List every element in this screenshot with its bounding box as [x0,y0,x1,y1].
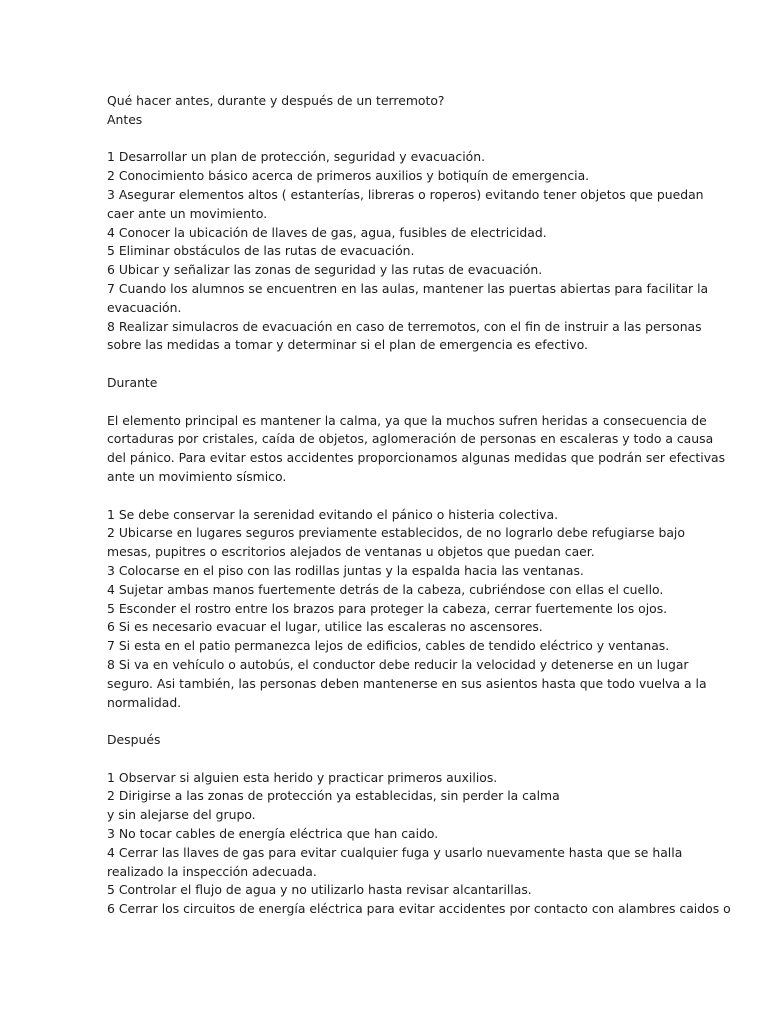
antes-line: 2 Conocimiento básico acerca de primeros auxilios y botiquín de emergencia. [107,168,590,184]
spacer [107,712,663,731]
section-heading-durante: Durante [107,374,158,390]
durante-intro-line: cortaduras por cristales, caída de objetos, aglomeración de personas en escaleras y todo a causa [107,431,714,447]
despues-line: 5 Controlar el flujo de agua y no utilizarlo hasta revisar alcantarillas. [107,882,532,898]
antes-line: caer ante un movimiento. [107,205,268,221]
durante-line: normalidad. [107,694,182,710]
durante-intro-line: El elemento principal es mantener la calma, ya que la muchos sufren heridas a consecuencia de [107,412,707,428]
durante-line: 4 Sujetar ambas manos fuertemente detrás de la cabeza, cubriéndose con ellas el cuello. [107,581,664,597]
antes-line: 1 Desarrollar un plan de protección, seguridad y evacuación. [107,149,486,165]
durante-line: 5 Esconder el rostro entre los brazos para proteger la cabeza, cerrar fuertemente los ojos. [107,600,668,616]
antes-line: evacuación. [107,299,182,315]
durante-line: 3 Colocarse en el piso con las rodillas juntas y la espalda hacia las ventanas. [107,562,584,578]
despues-line: 6 Cerrar los circuitos de energía eléctrica para evitar accidentes por contacto con alambres caidos o [107,901,731,917]
despues-line: 3 No tocar cables de energía eléctrica que han caido. [107,826,439,842]
antes-line: 8 Realizar simulacros de evacuación en caso de terremotos, con el fin de instruir a las personas [107,318,702,334]
despues-list [107,769,731,919]
section-heading-despues: Después [107,732,161,748]
durante-line: 8 Si va en vehículo o autobús, el conductor debe reducir la velocidad y detenerse en un lugar [107,656,689,672]
durante-line: 6 Si es necesario evacuar el lugar, utilice las escaleras no ascensores. [107,619,543,635]
despues-line: 4 Cerrar las llaves de gas para evitar cualquier fuga y usarlo nuevamente hasta que se halla [107,844,683,860]
antes-line: 5 Eliminar obstáculos de las rutas de evacuación. [107,243,415,259]
antes-line: 4 Conocer la ubicación de llaves de gas, agua, fusibles de electricidad. [107,224,547,240]
despues-line: 1 Observar si alguien esta herido y practicar primeros auxilios. [107,769,498,785]
durante-list [107,506,707,713]
spacer [107,750,663,769]
document-title: Qué hacer antes, durante y después de un terremoto? [107,93,445,108]
despues-line: 2 Dirigirse a las zonas de protección ya establecidas, sin perder la calma [107,788,560,804]
durante-line: mesas, pupitres o escritorios alejados de ventanas u objetos que puedan caer. [107,544,595,560]
durante-line: seguro. Asi también, las personas deben mantenerse en sus asientos hasta que todo vuelva a la [107,675,707,691]
durante-intro [107,412,726,487]
durante-intro-line: ante un movimiento sísmico. [107,468,287,484]
durante-intro-line: del pánico. Para evitar estos accidentes proporcionamos algunas medidas que podrán ser efectivas [107,450,726,466]
spacer [107,355,663,374]
durante-line: 2 Ubicarse en lugares seguros previamente establecidos, de no lograrlo debe refugiarse bajo [107,525,685,541]
section-heading-antes: Antes [107,111,143,127]
antes-line: 3 Asegurar elementos altos ( estanterías, libreras o roperos) evitando tener objetos que puedan [107,186,704,202]
durante-line: 7 Si esta en el patio permanezca lejos de edificios, cables de tendido eléctrico y ventanas. [107,638,670,654]
durante-line: 1 Se debe conservar la serenidad evitando el pánico o histeria colectiva. [107,506,559,522]
spacer [107,130,663,149]
antes-line: 6 Ubicar y señalizar las zonas de seguridad y las rutas de evacuación. [107,262,543,278]
antes-line: 7 Cuando los alumnos se encuentren en las aulas, mantener las puertas abiertas para facilitar la [107,280,709,296]
antes-list [107,148,709,355]
antes-line: sobre las medidas a tomar y determinar si el plan de emergencia es efectivo. [107,337,588,353]
despues-line: realizado la inspección adecuada. [107,863,317,879]
spacer [107,487,663,506]
despues-line: y sin alejarse del grupo. [107,807,256,823]
document-page [107,92,731,919]
spacer [107,393,663,412]
